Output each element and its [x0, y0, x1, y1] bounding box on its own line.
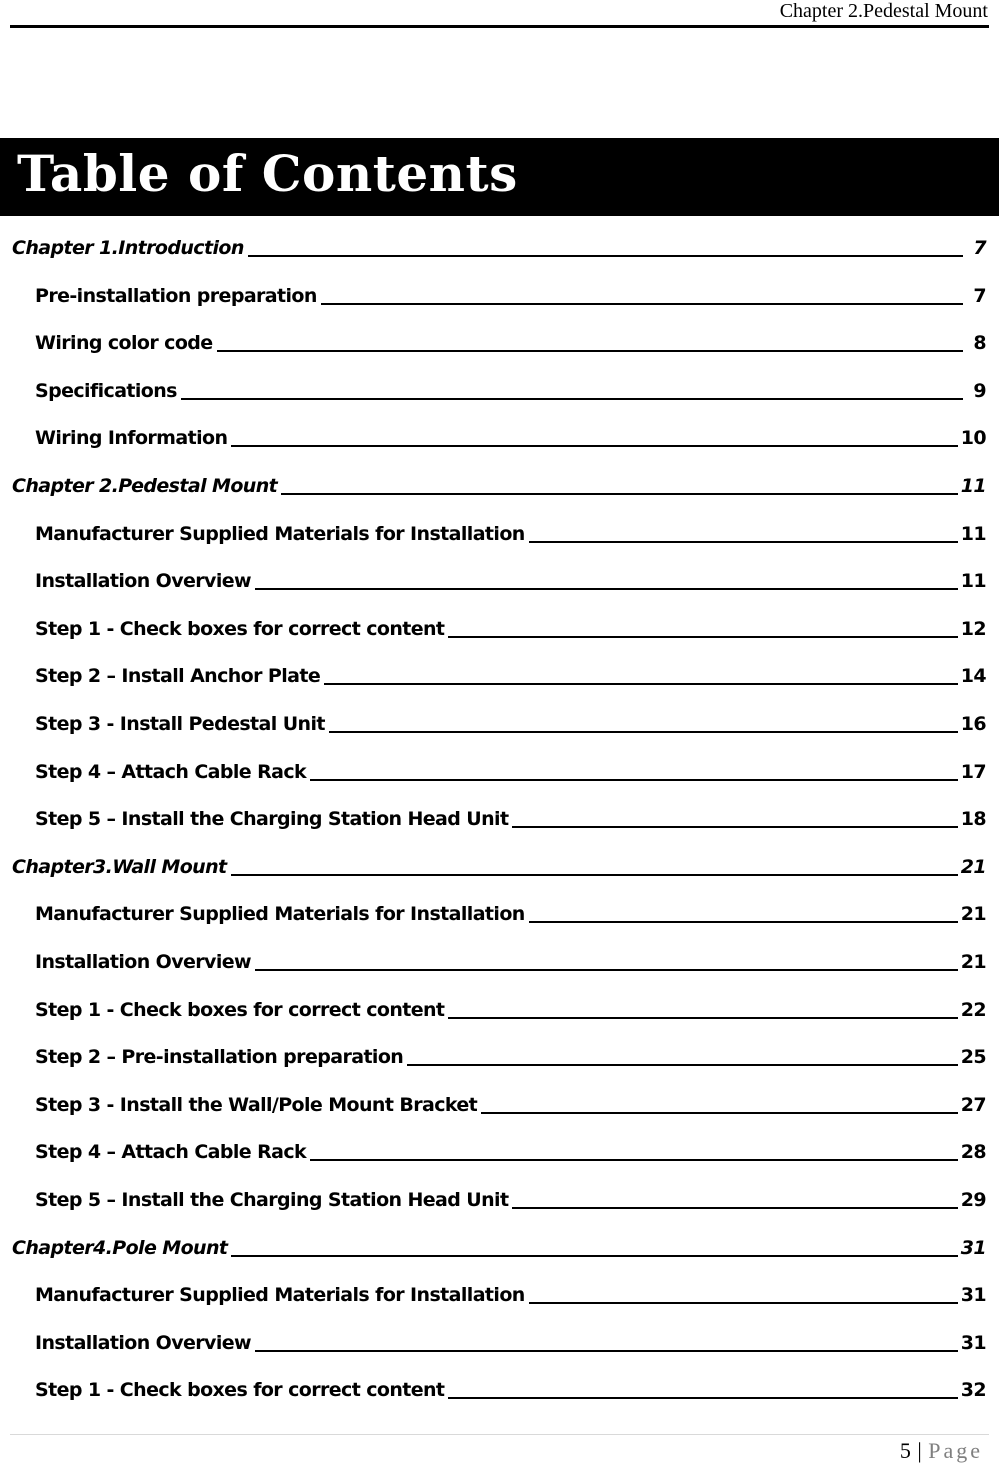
toc-leader-line: [255, 1349, 958, 1352]
page-footer: [900, 1438, 983, 1464]
toc-leader-line: [181, 397, 963, 400]
toc-leader-line: [448, 1016, 957, 1019]
toc-entry-label: Step 3 - Install Pedestal Unit: [35, 713, 325, 735]
toc-entry-page: 31: [960, 1331, 986, 1354]
toc-entry-page: 12: [960, 617, 986, 640]
toc-leader-line: [329, 730, 958, 733]
toc-section-link[interactable]: [35, 1277, 986, 1307]
running-header: Chapter 2.Pedestal Mount: [779, 0, 988, 22]
toc-chapter-link[interactable]: [12, 849, 986, 879]
toc-section-link[interactable]: [35, 706, 986, 736]
toc-entry-page: 10: [960, 427, 986, 450]
toc-section-link[interactable]: [35, 801, 986, 831]
toc-entry-label: Installation Overview: [35, 951, 251, 973]
toc-entry-label: Step 5 – Install the Charging Station Head Unit: [35, 1189, 509, 1211]
toc-leader-line: [231, 1254, 957, 1257]
toc-entry-label: Step 2 – Install Anchor Plate: [35, 665, 321, 688]
toc-entry-page: 18: [960, 808, 986, 831]
toc-leader-line: [448, 635, 957, 638]
toc-entry-label: Wiring Information: [35, 427, 228, 450]
toc-entry-page: 14: [960, 665, 986, 688]
toc-entry-page: 11: [960, 475, 986, 497]
toc-entry-label: Step 1 - Check boxes for correct content: [35, 998, 445, 1021]
toc-entry-label: Step 1 - Check boxes for correct content: [35, 617, 445, 640]
toc-entry-label: Chapter 2.Pedestal Mount: [12, 475, 278, 497]
toc-entry-label: Step 5 – Install the Charging Station Head Unit: [35, 808, 509, 831]
toc-entry-page: 22: [960, 998, 986, 1021]
toc-chapter-link[interactable]: [12, 1230, 986, 1260]
toc-leader-line: [231, 873, 958, 876]
toc-entry-page: 7: [973, 237, 986, 259]
toc-entry-label: Manufacturer Supplied Materials for Installation: [35, 522, 525, 545]
toc-leader-line: [310, 778, 958, 781]
toc-leader-line: [281, 492, 958, 495]
toc-entry-page: 29: [960, 1189, 986, 1211]
toc-section-link[interactable]: [35, 516, 986, 546]
toc-section-link[interactable]: [35, 611, 986, 641]
toc-entry-label: Manufacturer Supplied Materials for Installation: [35, 903, 525, 926]
toc-section-link[interactable]: [35, 658, 986, 688]
toc-entry-page: 9: [973, 379, 986, 402]
toc-section-link[interactable]: [35, 1087, 986, 1117]
footer-separator: |: [917, 1438, 923, 1463]
toc-leader-line: [529, 540, 958, 543]
toc-leader-line: [407, 1063, 958, 1066]
toc-leader-line: [529, 920, 958, 923]
toc-leader-line: [512, 825, 957, 828]
toc-entry-page: 11: [960, 522, 986, 545]
toc-section-link[interactable]: [35, 1039, 986, 1069]
toc-entry-page: 28: [960, 1141, 986, 1164]
toc-entry-page: 8: [973, 332, 986, 355]
toc-leader-line: [231, 444, 957, 447]
toc-entry-page: 16: [960, 713, 986, 735]
toc-entry-page: 25: [960, 1046, 986, 1069]
toc-entry-label: Chapter4.Pole Mount: [12, 1236, 228, 1259]
toc-entry-page: 27: [960, 1093, 986, 1116]
toc-section-link[interactable]: [35, 563, 986, 593]
toc-entry-page: 32: [960, 1379, 986, 1402]
toc-leader-line: [248, 254, 963, 257]
toc-chapter-link[interactable]: [12, 468, 986, 498]
toc-entry-page: 21: [960, 903, 986, 926]
toc-leader-line: [255, 587, 958, 590]
toc-entry-page: 21: [960, 855, 986, 878]
toc-entry-page: 11: [960, 570, 986, 593]
toc-entry-label: Manufacturer Supplied Materials for Installation: [35, 1284, 525, 1307]
toc-entry-label: Step 2 – Pre-installation preparation: [35, 1046, 404, 1069]
toc-entry-label: Specifications: [35, 379, 177, 402]
toc-section-link[interactable]: [35, 754, 986, 784]
toc-section-link[interactable]: [35, 278, 986, 308]
toc-section-link[interactable]: [35, 1134, 986, 1164]
toc-leader-line: [310, 1158, 958, 1161]
toc-entry-label: Installation Overview: [35, 1331, 251, 1354]
toc-section-link[interactable]: [35, 1325, 986, 1355]
toc-section-link[interactable]: [35, 420, 986, 450]
toc-entry-label: Step 4 – Attach Cable Rack: [35, 760, 307, 783]
toc-section-link[interactable]: [35, 1372, 986, 1402]
toc-leader-line: [255, 968, 958, 971]
toc-leader-line: [324, 682, 958, 685]
toc-entry-page: 31: [960, 1236, 986, 1259]
toc-heading: Table of Contents: [17, 144, 518, 203]
toc-entry-label: Chapter3.Wall Mount: [12, 855, 227, 878]
toc-leader-line: [448, 1396, 957, 1399]
toc-leader-line: [217, 349, 963, 352]
toc-entry-label: Step 4 – Attach Cable Rack: [35, 1141, 307, 1164]
toc-entry-label: Pre-installation preparation: [35, 284, 317, 307]
toc-section-link[interactable]: [35, 992, 986, 1022]
toc-section-link[interactable]: [35, 944, 986, 974]
toc-entry-page: 17: [960, 760, 986, 783]
toc-leader-line: [512, 1206, 957, 1209]
toc-entry-label: Wiring color code: [35, 332, 213, 355]
toc-chapter-link[interactable]: [12, 230, 986, 260]
toc-section-link[interactable]: [35, 373, 986, 403]
toc-entry-label: Step 3 - Install the Wall/Pole Mount Bracket: [35, 1093, 478, 1116]
toc-section-link[interactable]: [35, 325, 986, 355]
toc-leader-line: [529, 1301, 958, 1304]
toc-entry-label: Installation Overview: [35, 570, 251, 593]
toc-entry-page: 31: [960, 1284, 986, 1307]
toc-leader-line: [321, 302, 963, 305]
toc-section-link[interactable]: [35, 896, 986, 926]
toc-entry-page: 7: [973, 284, 986, 307]
toc-entry-page: 21: [960, 951, 986, 973]
footer-page-number: 5: [899, 1438, 912, 1463]
toc-entry-label: Chapter 1.Introduction: [12, 237, 244, 259]
toc-leader-line: [481, 1111, 958, 1114]
toc-entry-label: Step 1 - Check boxes for correct content: [35, 1379, 445, 1402]
header-divider: [10, 25, 989, 28]
footer-divider: [10, 1434, 989, 1435]
toc-section-link[interactable]: [35, 1182, 986, 1212]
footer-page-label: Page: [928, 1438, 983, 1463]
